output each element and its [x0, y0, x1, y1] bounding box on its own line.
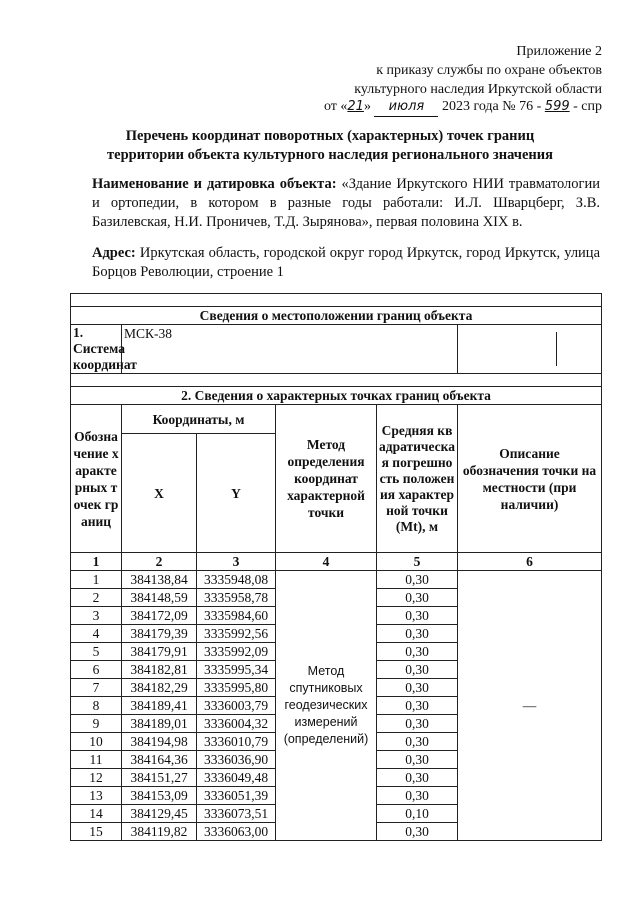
- point-number-cell: 12: [71, 769, 122, 787]
- description-cell: —: [458, 571, 602, 841]
- y-coordinate-cell: 3336036,90: [197, 751, 276, 769]
- error-cell: 0,30: [377, 571, 458, 589]
- coord-system-label: 1. Система координат: [71, 325, 122, 374]
- point-number-cell: 5: [71, 643, 122, 661]
- error-cell: 0,30: [377, 751, 458, 769]
- y-coordinate-cell: 3335992,56: [197, 625, 276, 643]
- order-ref-line: культурного наследия Иркутской области: [354, 82, 602, 97]
- x-coordinate-cell: 384179,91: [122, 643, 197, 661]
- point-number-cell: 8: [71, 697, 122, 715]
- column-number-row: 1 2 3 4 5 6: [71, 553, 602, 571]
- error-cell: 0,30: [377, 679, 458, 697]
- error-cell: 0,30: [377, 607, 458, 625]
- point-number-cell: 4: [71, 625, 122, 643]
- error-cell: 0,30: [377, 661, 458, 679]
- y-coordinate-cell: 3335992,09: [197, 643, 276, 661]
- x-coordinate-cell: 384182,81: [122, 661, 197, 679]
- col-x-header: X: [122, 434, 197, 553]
- x-coordinate-cell: 384179,39: [122, 625, 197, 643]
- y-coordinate-cell: 3335984,60: [197, 607, 276, 625]
- order-ref-line: к приказу службы по охране объектов: [376, 63, 602, 78]
- error-cell: 0,30: [377, 697, 458, 715]
- point-number-cell: 2: [71, 589, 122, 607]
- y-coordinate-cell: 3336073,51: [197, 805, 276, 823]
- y-coordinate-cell: 3336003,79: [197, 697, 276, 715]
- col-y-header: Y: [197, 434, 276, 553]
- error-cell: 0,30: [377, 787, 458, 805]
- x-coordinate-cell: 384129,45: [122, 805, 197, 823]
- x-coordinate-cell: 384119,82: [122, 823, 197, 841]
- x-coordinate-cell: 384172,09: [122, 607, 197, 625]
- object-name-text: «Здание Иркутского НИИ травматологии и ортопедии, в котором в разные годы работали: И.Л. Шварцберг, З.В. Базилевская, Н.И. Проничев, Т.Д. Зырянова», первая половина XIX в.: [92, 176, 600, 230]
- coordinates-table: [70, 293, 602, 841]
- point-number-cell: 3: [71, 607, 122, 625]
- error-cell: 0,30: [377, 769, 458, 787]
- handwritten-day: 21: [347, 99, 364, 114]
- order-date-line: от «21» июля 2023 года № 76 - 599 - спр: [324, 97, 602, 117]
- point-number-cell: 6: [71, 661, 122, 679]
- y-coordinate-cell: 3336051,39: [197, 787, 276, 805]
- col-method-header: Метод определения координат характерной точки: [276, 405, 377, 553]
- handwritten-order-number: 599: [544, 99, 570, 114]
- col-coords-header: Координаты, м: [122, 405, 276, 434]
- point-number-cell: 10: [71, 733, 122, 751]
- error-cell: 0,30: [377, 625, 458, 643]
- y-coordinate-cell: 3335948,08: [197, 571, 276, 589]
- point-number-cell: 14: [71, 805, 122, 823]
- y-coordinate-cell: 3335995,34: [197, 661, 276, 679]
- appendix-label: Приложение 2: [516, 44, 602, 59]
- section-location-header: Сведения о местоположении границ объекта: [71, 307, 602, 325]
- error-cell: 0,30: [377, 589, 458, 607]
- object-name-paragraph: [92, 175, 600, 232]
- handwritten-month: июля: [374, 97, 438, 117]
- x-coordinate-cell: 384189,01: [122, 715, 197, 733]
- point-number-cell: 1: [71, 571, 122, 589]
- x-coordinate-cell: 384151,27: [122, 769, 197, 787]
- x-coordinate-cell: 384164,36: [122, 751, 197, 769]
- x-coordinate-cell: 384194,98: [122, 733, 197, 751]
- point-number-cell: 7: [71, 679, 122, 697]
- address-paragraph: [92, 244, 600, 282]
- x-coordinate-cell: 384189,41: [122, 697, 197, 715]
- error-cell: 0,30: [377, 823, 458, 841]
- object-name-label: Наименование и датировка объекта:: [92, 176, 337, 192]
- point-number-cell: 11: [71, 751, 122, 769]
- y-coordinate-cell: 3335995,80: [197, 679, 276, 697]
- x-coordinate-cell: 384153,09: [122, 787, 197, 805]
- col-description-header: Описание обозначения точки на местности (при наличии): [458, 405, 602, 553]
- error-cell: 0,30: [377, 733, 458, 751]
- x-coordinate-cell: 384182,29: [122, 679, 197, 697]
- col-designation-header: Обозначение характерных точек границ: [71, 405, 122, 553]
- error-cell: 0,10: [377, 805, 458, 823]
- y-coordinate-cell: 3335958,78: [197, 589, 276, 607]
- error-cell: 0,30: [377, 715, 458, 733]
- y-coordinate-cell: 3336010,79: [197, 733, 276, 751]
- method-cell: Метод спутниковых геодезических измерений (определений): [276, 571, 377, 841]
- point-number-cell: 13: [71, 787, 122, 805]
- y-coordinate-cell: 3336004,32: [197, 715, 276, 733]
- section-points-header: 2. Сведения о характерных точках границ объекта: [71, 387, 602, 405]
- error-cell: 0,30: [377, 643, 458, 661]
- point-number-cell: 9: [71, 715, 122, 733]
- x-coordinate-cell: 384138,84: [122, 571, 197, 589]
- y-coordinate-cell: 3336063,00: [197, 823, 276, 841]
- table-row: [71, 571, 602, 589]
- address-text: Иркутская область, городской округ город Иркутск, город Иркутск, улица Борцов Революции, строение 1: [92, 245, 601, 280]
- x-coordinate-cell: 384148,59: [122, 589, 197, 607]
- point-number-cell: 15: [71, 823, 122, 841]
- col-error-header: Средняя квадратическая погрешность положения характерной точки (Mt), м: [377, 405, 458, 553]
- address-label: Адрес:: [92, 245, 136, 261]
- coord-system-value: МСК-38: [122, 325, 458, 374]
- document-title: Перечень координат поворотных (характерных) точек границ территории объекта культурного наследия регионального значения: [107, 128, 553, 163]
- y-coordinate-cell: 3336049,48: [197, 769, 276, 787]
